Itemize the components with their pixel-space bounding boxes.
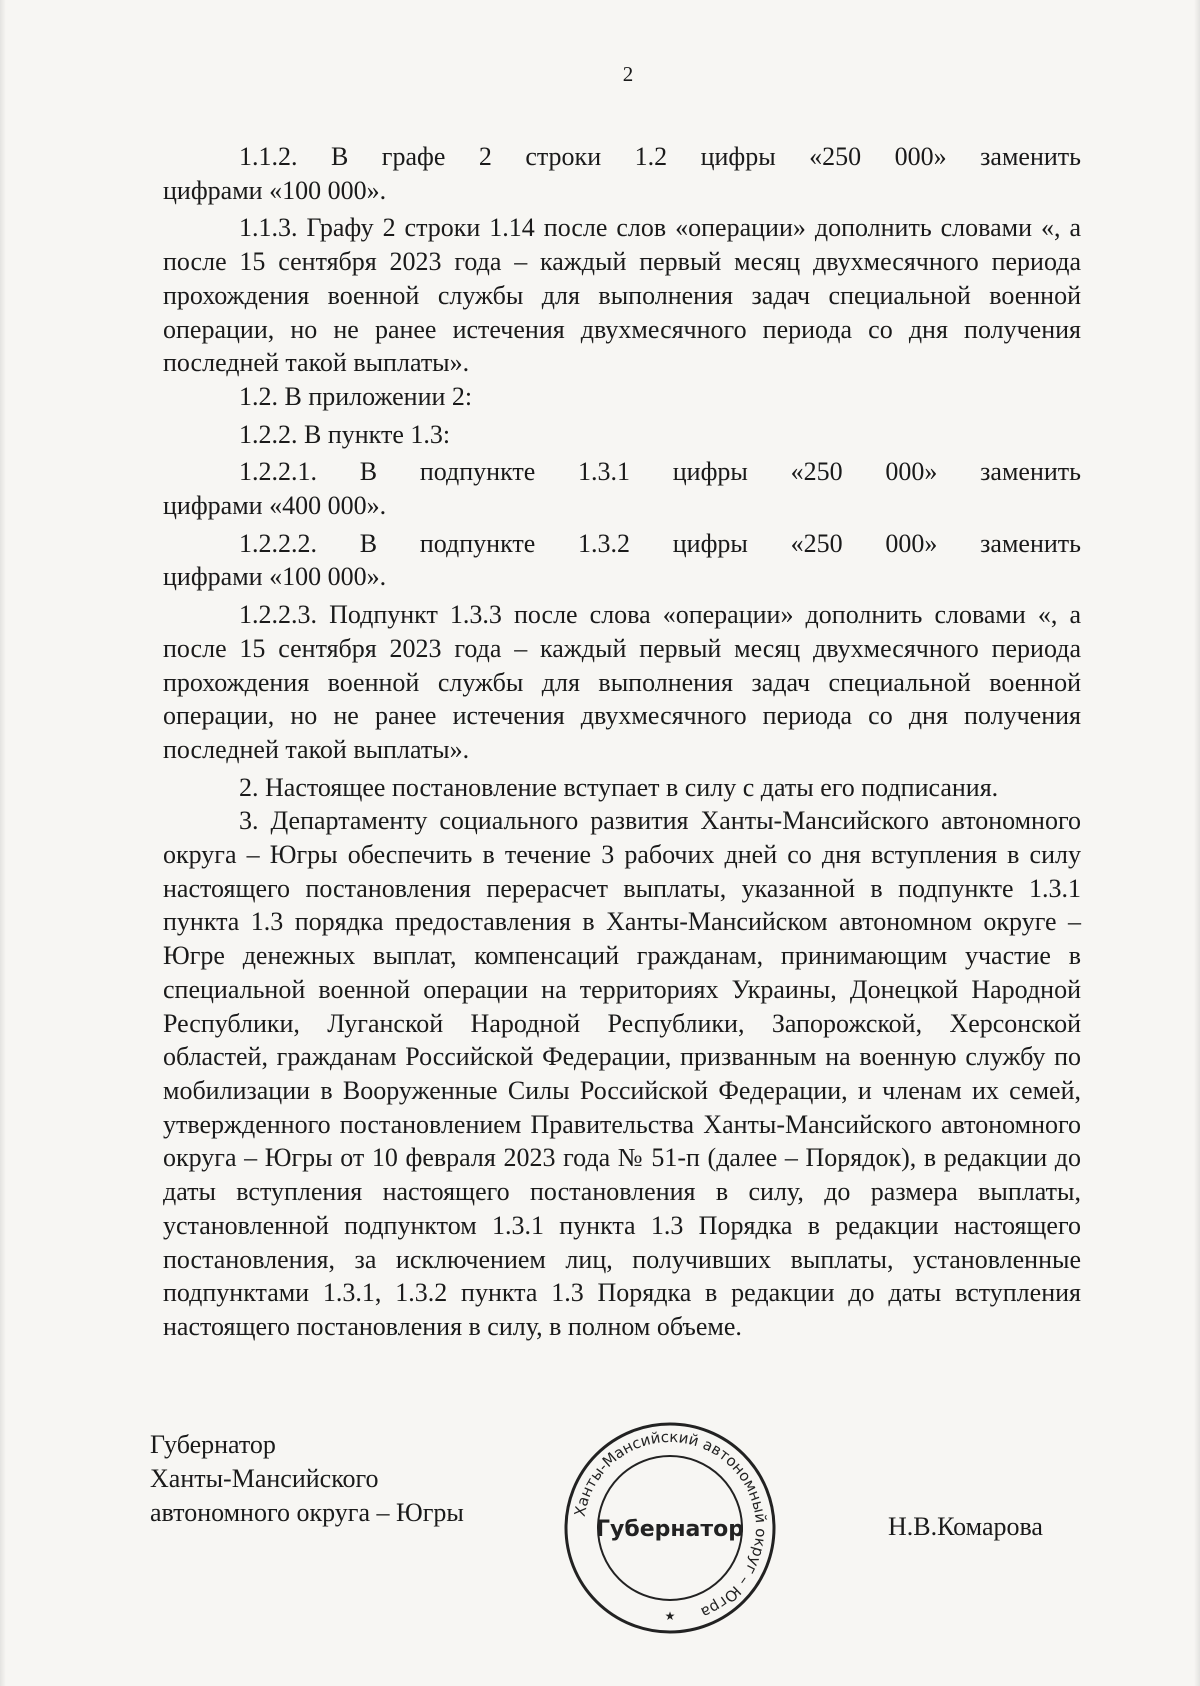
paragraph-1-2-2-2-line-1: 1.2.2.2. В подпункте 1.3.2 цифры «250 000» заменить <box>239 528 1081 558</box>
scan-edge-left <box>0 0 6 1686</box>
signatory-title <box>150 1428 464 1530</box>
signatory-title-line-1: Губернатор <box>150 1430 276 1459</box>
paragraph-1-1-3: 1.1.3. Графу 2 строки 1.14 после слов «операции» дополнить словами «, а после 15 сентября 2023 года – каждый первый месяц двухмесячного периода прохождения военной службы для выполнения задач специальной военной операции, но не ранее истечения двухмесячного периода со дня получения последней такой выплаты». <box>163 213 1081 378</box>
signatory-title-line-3: автономного округа – Югры <box>150 1498 464 1527</box>
paragraph-1-2-2-3: 1.2.2.3. Подпункт 1.3.3 после слова «операции» дополнить словами «, а после 15 сентября 2023 года – каждый первый месяц двухмесячного периода прохождения военной службы для выполнения задач специальной военной операции, но не ранее истечения двухмесячного периода со дня получения последней такой выплаты». <box>163 600 1081 764</box>
paragraph-3: 3. Департаменту социального развития Ханты-Мансийского автономного округа – Югры обеспечить в течение 3 рабочих дней со дня вступления в силу настоящего постановления перерасчет выплаты, указанной в подпункте 1.3.1 пункта 1.3 порядка предоставления в Ханты-Мансийском автономном округе – Югре денежных выплат, компенсаций гражданам, принимающим участие в специальной военной операции на территориях Украины, Донецкой Народной Республики, Луганской Народной Республики, Запорожской, Херсонской областей, гражданам Российской Федерации, призванным на военную службу по мобилизации в Вооруженные Силы Российской Федерации, и членам их семей, утвержденного постановлением Правительства Ханты-Мансийского автономного округа – Югры от 10 февраля 2023 года № 51-п (далее – Порядок), в редакции до даты вступления настоящего постановления в силу, до размера выплаты, установленной подпунктом 1.3.1 пункта 1.3 Порядка в редакции настоящего постановления, за исключением лиц, получивших выплаты, установленные подпунктами 1.3.1, 1.3.2 пункта 1.3 Порядка в редакции до даты вступления настоящего постановления в силу, в полном объеме. <box>163 806 1081 1341</box>
paragraph-1-2: 1.2. В приложении 2: <box>239 381 473 411</box>
official-seal <box>560 1418 780 1638</box>
seal-center-text: Губернатор <box>595 1517 745 1542</box>
document-body <box>163 140 1081 1344</box>
paragraph-1-2-2-1-line-2: цифрами «400 000». <box>163 491 387 521</box>
seal-ring-text: Ханты-Мансийский автономный округ – Югра <box>570 1427 771 1622</box>
signatory-title-line-2: Ханты-Мансийского <box>150 1464 379 1493</box>
paragraph-2: 2. Настоящее постановление вступает в силу с даты его подписания. <box>239 772 999 802</box>
paragraph-1-2-2: 1.2.2. В пункте 1.3: <box>239 419 451 449</box>
paragraph-1-2-2-1-line-1: 1.2.2.1. В подпункте 1.3.1 цифры «250 000» заменить <box>239 457 1081 487</box>
paragraph-1-1-2-line-2: цифрами «100 000». <box>163 175 387 205</box>
paragraph-1-2-2-2-line-2: цифрами «100 000». <box>163 562 387 592</box>
scan-edge-right <box>1194 0 1200 1686</box>
seal-star-icon: ★ <box>664 1609 676 1623</box>
page-number: 2 <box>622 62 634 86</box>
signatory-name: Н.В.Комарова <box>888 1512 1043 1541</box>
paragraph-1-1-2-line-1: 1.1.2. В графе 2 строки 1.2 цифры «250 000» заменить <box>239 142 1081 171</box>
